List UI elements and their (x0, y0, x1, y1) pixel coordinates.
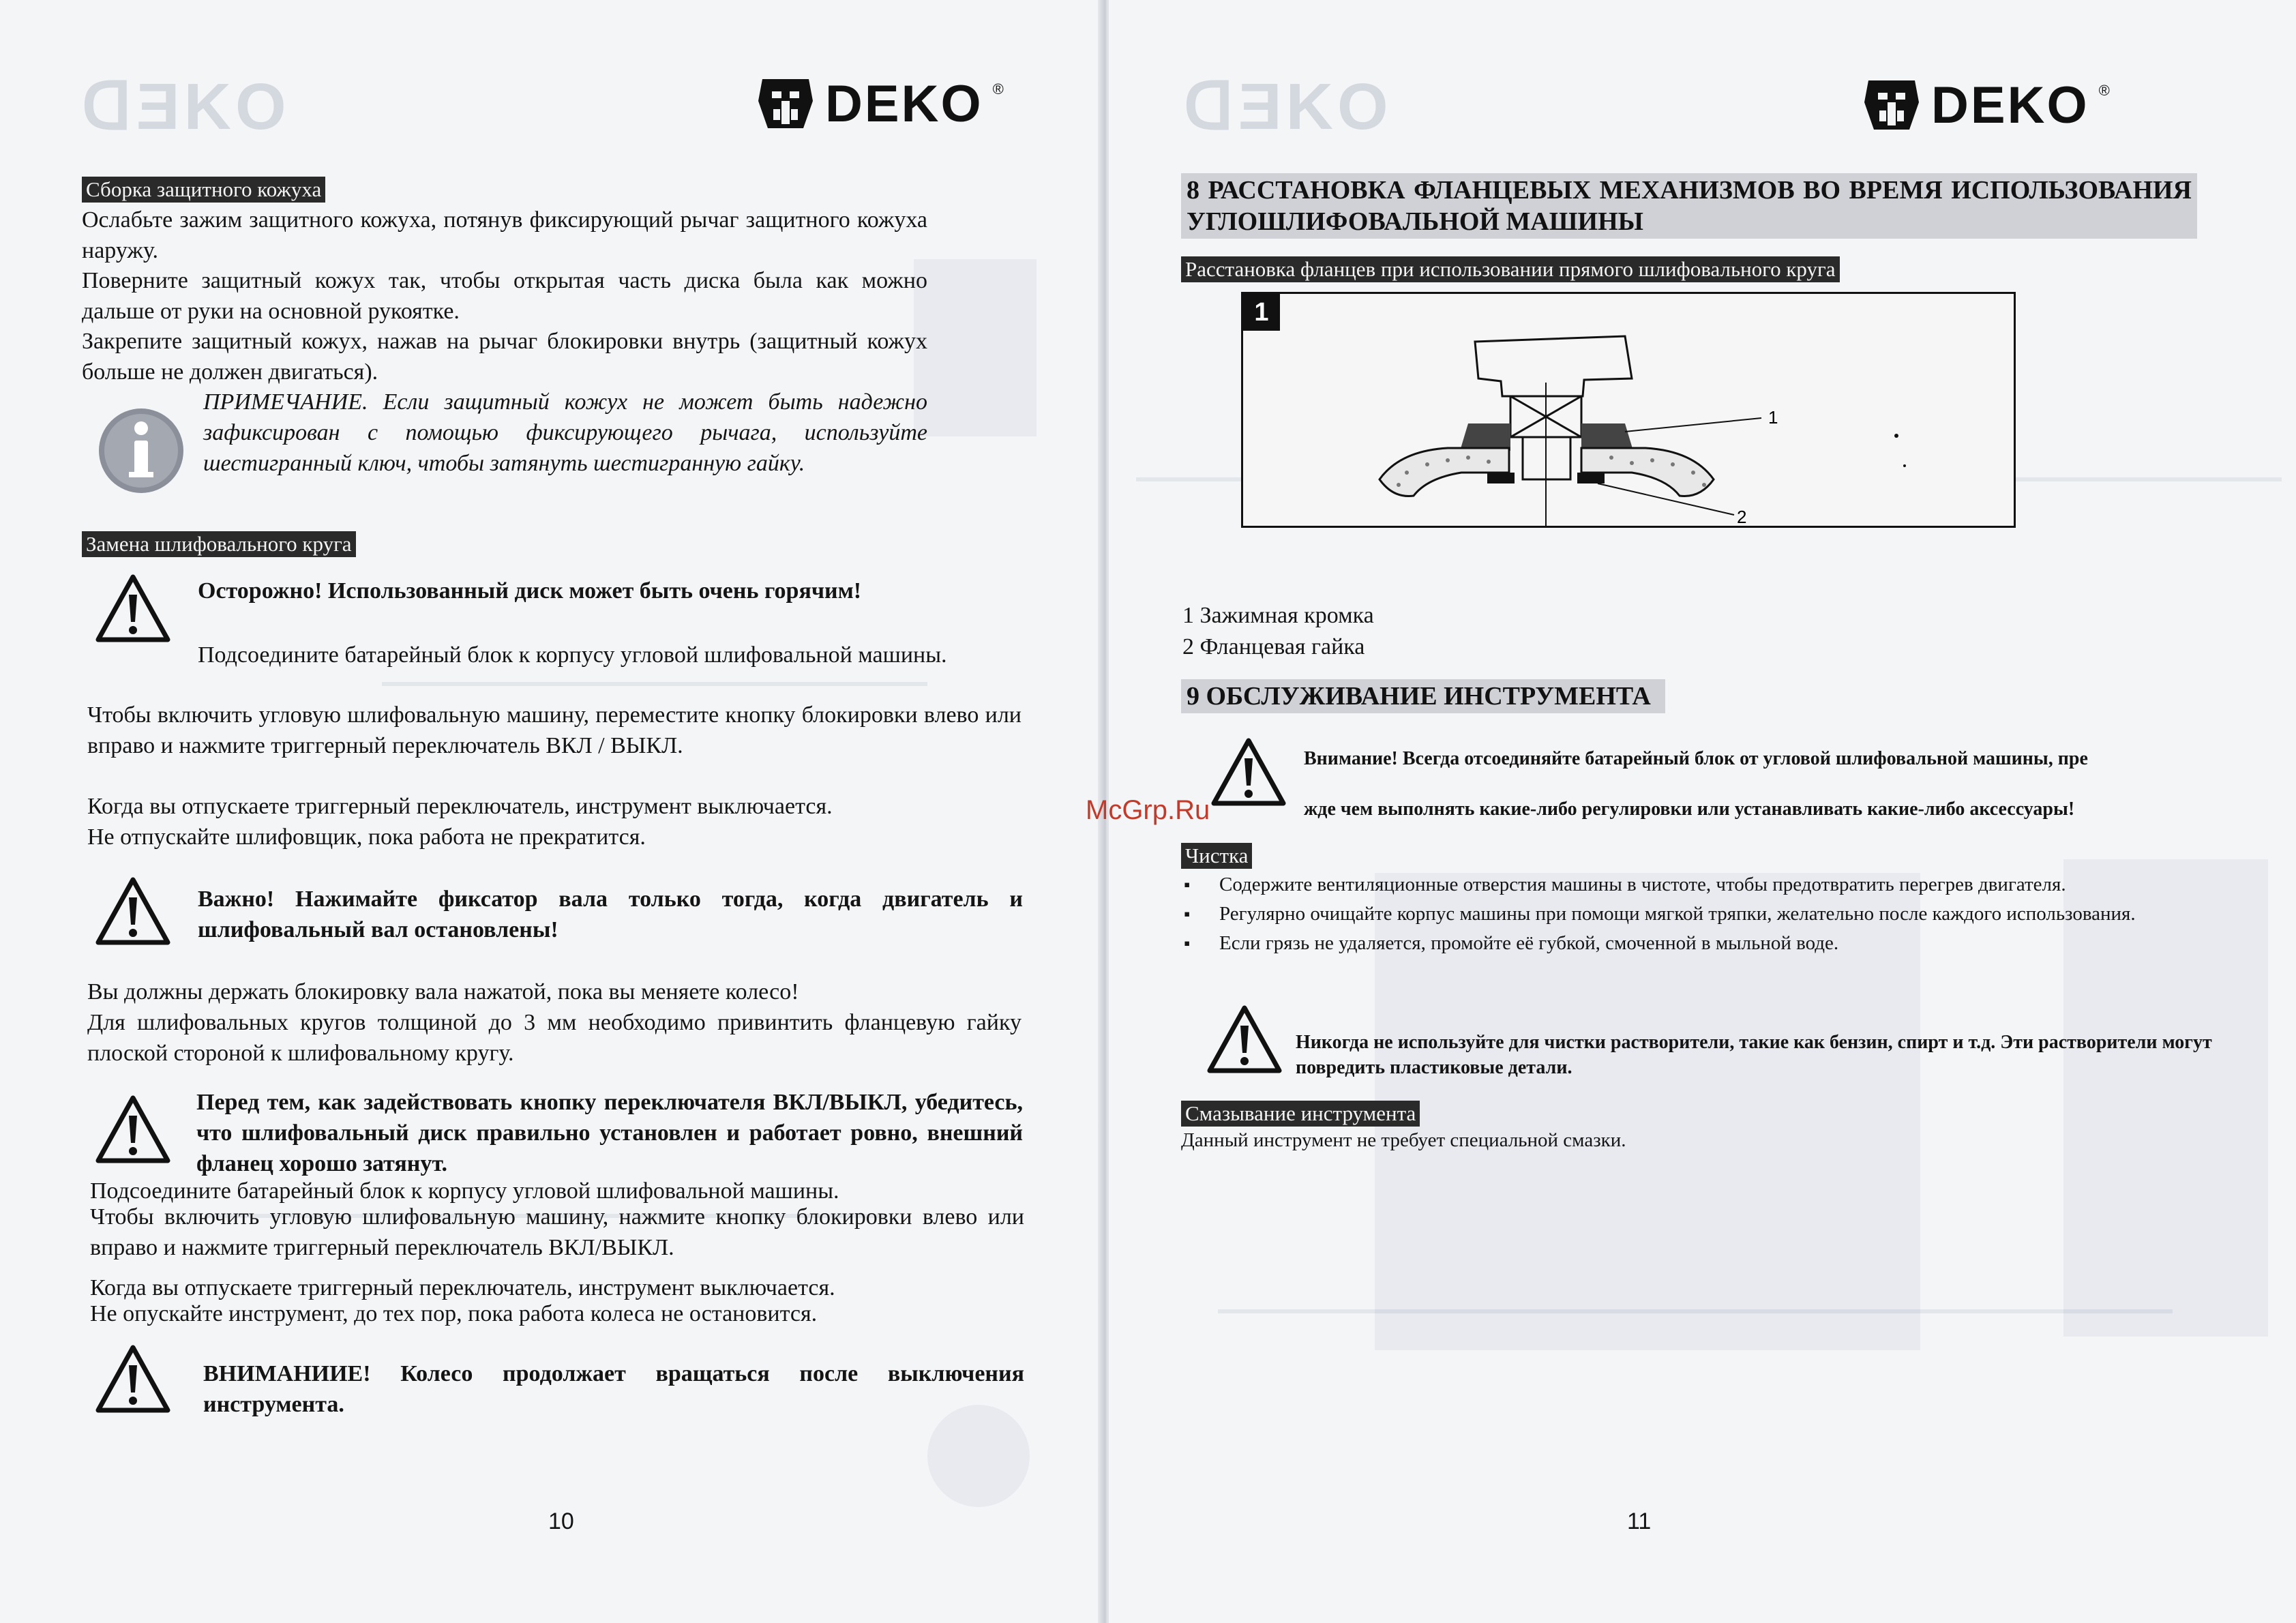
figure-number: 1 (1243, 294, 1280, 331)
wheel-step-connect-2: Подсоедините батарейный блок к корпусу угловой шлифовальной машины. (90, 1178, 839, 1204)
callout-1: 1 (1768, 407, 1778, 428)
page-number: 10 (548, 1508, 574, 1534)
guard-step-3: Закрепите защитный кожух, нажав на рычаг блокировки внутрь (защитный кожух больше не должен двигаться). (82, 329, 927, 385)
warning-icon (1207, 1005, 1282, 1073)
brand-logo (756, 74, 1004, 134)
wheel-step-lock-hold: Вы должны держать блокировку вала нажатой, пока вы меняете колесо! (87, 979, 799, 1004)
wheel-step-release: Когда вы отпускаете триггерный переключатель, инструмент выключается. (87, 794, 833, 819)
warning-icon (95, 877, 170, 945)
left-page (0, 0, 1105, 1623)
brand-name: DEKO (825, 74, 983, 133)
guard-step-1: Ослабьте зажим защитного кожуха, потянув фиксирующий рычаг защитного кожуха наружу. (82, 207, 927, 263)
figure-caption-label: Расстановка фланцев при использовании прямого шлифовального круга (1181, 256, 1840, 282)
bleed-mark (914, 259, 1037, 436)
warning-hot-disc: Осторожно! Использованный диск может быть очень горячим! (198, 578, 862, 604)
flange-drawing (1243, 294, 2014, 526)
bleed-mark (382, 682, 927, 686)
wheel-step-wait: Не опускайте инструмент, до тех пор, пока работа колеса не остановится. (90, 1301, 818, 1326)
flange-diagram (1241, 292, 2016, 528)
heading-flange-setup: 8 РАССТАНОВКА ФЛАНЦЕВЫХ МЕХАНИЗМОВ ВО ВРЕМЯ ИСПОЛЬЗОВАНИЯ УГЛОШЛИФОВАЛЬНОЙ МАШИНЫ (1181, 173, 2197, 239)
warning-before-switch: Перед тем, как задействовать кнопку переключателя ВКЛ/ВЫКЛ, убедитесь, что шлифовальный диск правильно установлен и работает ровно, внешний фланец хорошо затянут. (196, 1090, 1023, 1176)
watermark: McGrp.Ru (1086, 795, 1210, 825)
bleed-logo: ᗡƎKO (82, 70, 290, 143)
warning-icon (95, 574, 170, 642)
cleaning-item: ▪ Содержите вентиляционные отверстия машины в чистоте, чтобы предотвратить перегрев двигателя. (1184, 872, 2265, 897)
section-label-cleaning: Чистка (1181, 843, 1252, 869)
cleaning-list (1184, 872, 2265, 960)
bleed-mark (927, 1405, 1030, 1507)
cleaning-item: ▪ Регулярно очищайте корпус машины при помощи мягкой тряпки, желательно после каждого использования. (1184, 902, 2265, 927)
warning-icon (95, 1345, 170, 1413)
brand-reg: ® (2098, 82, 2110, 99)
bleed-logo: ᗡƎKO (1184, 70, 1392, 143)
right-page (1109, 0, 2296, 1623)
info-icon (97, 406, 185, 495)
section-label-guard: Сборка защитного кожуха (82, 177, 325, 203)
warning-shaft-lock: Важно! Нажимайте фиксатор вала только тогда, когда двигатель и шлифовальный вал остановлены! (198, 887, 1023, 942)
robot-head-icon (1862, 75, 1922, 135)
warning-wheel-spinning: ВНИМАНИИЕ! Колесо продолжает вращаться после выключения инструмента. (203, 1361, 1024, 1417)
section-label-wheel-replace: Замена шлифовального круга (82, 531, 356, 557)
brand-logo (1862, 75, 2110, 135)
wheel-step-switch-on: Чтобы включить угловую шлифовальную машину, переместите кнопку блокировки влево или вправо и нажмите триггерный переключатель ВКЛ / ВЫКЛ. (87, 702, 1022, 758)
warning-icon (1211, 738, 1286, 806)
warning-disconnect-battery-1: Внимание! Всегда отсоединяйте батарейный блок от угловой шлифовальной машины, пре (1304, 748, 2088, 769)
warning-no-solvents: Никогда не используйте для чистки растворители, такие как бензин, спирт и т.д. Эти растворители могут повредить пластиковые детали. (1296, 1032, 2212, 1078)
wheel-step-hold: Не отпускайте шлифовщик, пока работа не прекратится. (87, 824, 646, 850)
guard-step-2: Поверните защитный кожух так, чтобы открытая часть диска была как можно дальше от руки на основной рукоятке. (82, 268, 927, 324)
legend-flange-nut: 2 Фланцевая гайка (1182, 634, 1365, 659)
wheel-step-connect: Подсоедините батарейный блок к корпусу угловой шлифовальной машины. (198, 642, 947, 668)
page-number: 11 (1627, 1508, 1652, 1534)
brand-reg: ® (992, 80, 1004, 98)
brand-name: DEKO (1931, 76, 2089, 134)
wheel-step-flange-nut: Для шлифовальных кругов толщиной до 3 мм необходимо привинтить фланцевую гайку плоской стороной к шлифовальному кругу. (87, 1010, 1022, 1066)
wheel-step-release-2: Когда вы отпускаете триггерный переключатель, инструмент выключается. (90, 1275, 835, 1300)
robot-head-icon (756, 74, 816, 134)
guard-note: ПРИМЕЧАНИЕ. Если защитный кожух не может быть надежно зафиксирован с помощью фиксирующего рычага, используйте шестигранный ключ, чтобы затянуть шестигранную гайку. (203, 389, 927, 476)
cleaning-item: ▪ Если грязь не удаляется, промойте её губкой, смоченной в мыльной воде. (1184, 931, 2265, 956)
section-label-lubrication: Смазывание инструмента (1181, 1101, 1420, 1127)
warning-icon (95, 1095, 170, 1163)
heading-maintenance: 9 ОБСЛУЖИВАНИЕ ИНСТРУМЕНТА (1181, 679, 1665, 713)
warning-disconnect-battery-2: жде чем выполнять какие-либо регулировки или устанавливать какие-либо аксессуары! (1304, 799, 2075, 820)
wheel-step-switch-on-2: Чтобы включить угловую шлифовальную машину, нажмите кнопку блокировки влево или вправо и нажмите триггерный переключатель ВКЛ/ВЫКЛ. (90, 1204, 1024, 1260)
callout-2: 2 (1737, 507, 1747, 526)
lubrication-text: Данный инструмент не требует специальной смазки. (1181, 1129, 1626, 1151)
legend-clamp-edge: 1 Зажимная кромка (1182, 603, 1374, 628)
bleed-mark (1218, 1309, 2173, 1313)
